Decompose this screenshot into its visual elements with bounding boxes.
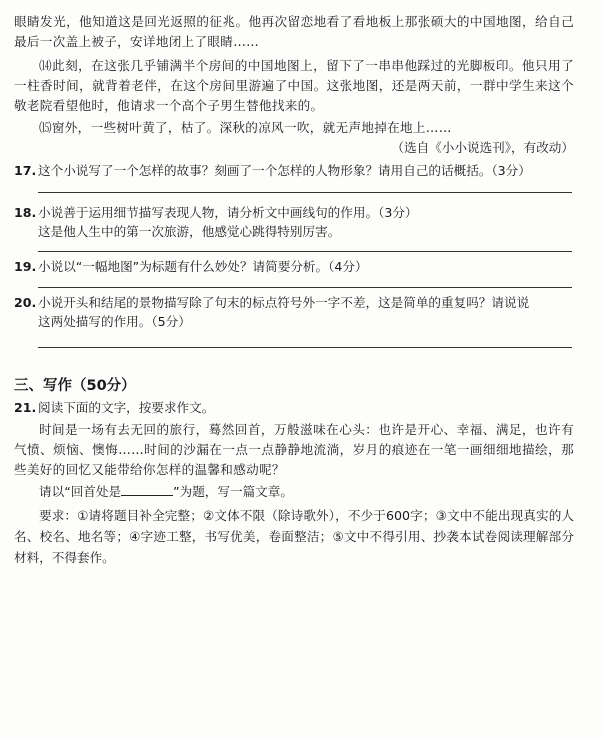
question-17 (14, 161, 574, 180)
question-text: 阅读下面的文字，按要求作文。 (38, 400, 215, 415)
passage-text: 时间是一场有去无回的旅行，蓦然回首，万般滋味在心头：也许是开心、幸福、满足，也许有气愤、烦恼、懊悔……时间的沙漏在一点一点静静地流淌，岁月的痕迹在一笔一画细细地描绘，那些美好的回忆又能带给你怎样的温馨和感动呢？ (14, 422, 574, 477)
answer-line-18[interactable] (38, 251, 572, 252)
section-title: 三、写作（50分） (14, 378, 136, 394)
quoted-sentence: 这是他人生中的第一次旅游，他感觉心跳得特别厉害。 (38, 224, 341, 239)
question-text: 小说以“一幅地图”为标题有什么妙处？请简要分析。（4分） (38, 259, 368, 274)
story-paragraph-continuation (14, 12, 574, 52)
requirements-text: 要求：①请将题目补全完整；②文体不限（除诗歌外），不少于600字；③文中不能出现真实的人名、校名、地名等；④字迹工整，书写优美，卷面整洁；⑤文中不得引用、抄袭本试卷阅读理解部分材料，不得套作。 (14, 508, 574, 565)
question-number: 20. (14, 295, 37, 310)
answer-line-17[interactable] (38, 192, 572, 193)
question-21 (14, 398, 574, 417)
writing-requirements (14, 505, 574, 568)
source-citation: （选自《小小说选刊》，有改动） (391, 140, 574, 155)
story-text: ⒂窗外，一些树叶黄了，枯了。深秋的凉风一吹，就无声地掉在地上…… (39, 120, 452, 135)
prompt-text-after: ”为题，写一篇文章。 (173, 484, 293, 499)
question-20 (14, 293, 574, 331)
story-paragraph-15 (14, 118, 574, 138)
story-text: ⒁此刻，在这张几乎铺满半个房间的中国地图上，留下了一串串他踩过的光脚板印。他只用了一柱香时间，就背着老伴，在这个房间里游遍了中国。这张地图，还是两天前，一群中学生来这个敬老院看望他时，他请求一个高个子男生替他找来的。 (14, 58, 574, 113)
question-number: 17. (14, 163, 37, 178)
story-paragraph-14 (14, 56, 574, 116)
writing-prompt (14, 482, 574, 501)
question-text: 小说开头和结尾的景物描写除了句末的标点符号外一字不差，这是简单的重复吗？请说说 (38, 295, 530, 310)
prompt-text-before: 请以“回首处是 (39, 484, 122, 499)
question-19 (14, 257, 574, 276)
writing-passage (14, 420, 574, 480)
question-number: 18. (14, 205, 37, 220)
question-18 (14, 203, 574, 242)
answer-line-19[interactable] (38, 287, 572, 288)
question-text: 这个小说写了一个怎样的故事？刻画了一个怎样的人物形象？请用自己的话概括。（3分） (38, 163, 531, 178)
question-number: 21. (14, 400, 37, 415)
story-text: 眼睛发光，他知道这是回光返照的征兆。他再次留恋地看了看地板上那张硕大的中国地图，给自己最后一次盖上被子，安详地闭上了眼睛…… (14, 14, 574, 49)
question-text-continued: 这两处描写的作用。（5分） (38, 314, 191, 329)
question-text: 小说善于运用细节描写表现人物，请分析文中画线句的作用。（3分） (38, 205, 418, 220)
title-blank[interactable] (121, 483, 173, 496)
story-source (14, 138, 574, 158)
writing-section (14, 376, 574, 396)
answer-line-20[interactable] (38, 347, 572, 348)
question-number: 19. (14, 259, 37, 274)
